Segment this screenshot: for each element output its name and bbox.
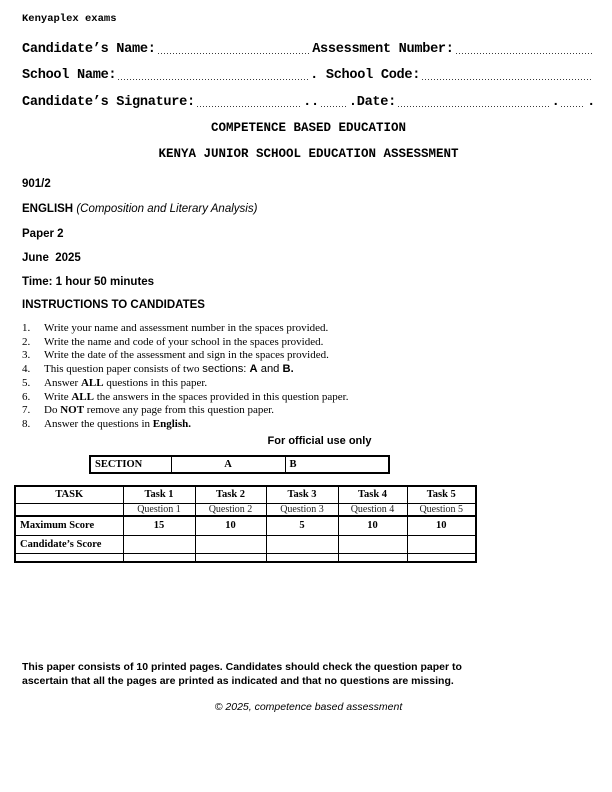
segment-plain: Write xyxy=(44,390,72,403)
instruction-text xyxy=(44,391,348,405)
instruction-number: 3. xyxy=(22,349,31,362)
school-name-label: School Name: xyxy=(22,68,117,83)
candidate-score-task-1 xyxy=(123,535,195,553)
task-4-header: Task 4 xyxy=(338,486,407,504)
task-header-row xyxy=(15,486,476,504)
question-3-header: Question 3 xyxy=(266,503,338,516)
blank-cell xyxy=(123,553,195,562)
candidate-name-line xyxy=(22,43,595,57)
spacer-cell xyxy=(15,503,123,516)
signature-blank xyxy=(197,98,301,110)
instruction-item-3 xyxy=(22,349,595,363)
instruction-item-4 xyxy=(22,363,595,377)
candidate-score-task-4 xyxy=(338,535,407,553)
segment-plain: the answers in the spaces provided in this question paper. xyxy=(93,390,349,403)
exam-body-title: KENYA JUNIOR SCHOOL EDUCATION ASSESSMENT xyxy=(158,147,459,161)
number-gap xyxy=(37,322,44,336)
section-a-cell: A xyxy=(171,456,285,473)
signature-label: Candidate’s Signature: xyxy=(22,95,195,110)
candidate-name-blank xyxy=(158,45,311,57)
number-gap xyxy=(37,377,44,391)
segment-bold: English. xyxy=(152,417,191,430)
section-header-cell: SECTION xyxy=(90,456,171,473)
instruction-number: 2. xyxy=(22,335,31,348)
section-row xyxy=(90,456,389,473)
task-corner-cell: TASK xyxy=(15,486,123,504)
segment-bold: NOT xyxy=(60,404,85,417)
segment-plain: Answer the questions in xyxy=(44,417,153,430)
assessment-number-blank xyxy=(456,45,593,57)
candidate-score-row xyxy=(15,535,476,553)
blank-cell xyxy=(266,553,338,562)
school-name-line xyxy=(22,69,595,83)
instruction-text: Write your name and assessment number in the spaces provided. xyxy=(44,322,329,334)
instruction-number: 6. xyxy=(22,390,31,403)
instruction-text xyxy=(44,418,191,432)
instructions-heading: INSTRUCTIONS TO CANDIDATES xyxy=(22,299,205,311)
separator-dot-2: . xyxy=(551,95,560,110)
exam-system-title: COMPETENCE BASED EDUCATION xyxy=(210,121,407,135)
date-label: .Date: xyxy=(348,95,397,110)
subject-name: ENGLISH xyxy=(22,203,74,215)
segment-plain: questions in this paper. xyxy=(103,376,208,389)
section-a-label: A xyxy=(249,363,258,376)
instruction-text xyxy=(44,363,294,377)
instruction-number: 7. xyxy=(22,404,31,417)
instruction-item-5 xyxy=(22,377,595,391)
number-gap xyxy=(37,363,44,377)
segment-plain: Do xyxy=(44,404,61,417)
signature-blank-2 xyxy=(321,98,347,110)
instruction-item-8 xyxy=(22,418,595,432)
instruction-item-1 xyxy=(22,322,595,336)
instruction-text xyxy=(44,404,274,418)
instruction-item-7 xyxy=(22,404,595,418)
blank-cell xyxy=(15,553,123,562)
notice-line-2: ascertain that all the pages are printed as indicated and that no questions are missing. xyxy=(22,674,454,687)
separator-dot: . xyxy=(310,68,326,83)
question-5-header: Question 5 xyxy=(407,503,476,516)
task-5-header: Task 5 xyxy=(407,486,476,504)
subject-line xyxy=(22,203,595,215)
exam-duration: Time: 1 hour 50 minutes xyxy=(22,276,155,288)
bottom-blank-row xyxy=(15,553,476,562)
section-b-cell: B xyxy=(285,456,389,473)
segment-sans: and xyxy=(257,363,283,376)
instruction-text: Write the name and code of your school in the spaces provided. xyxy=(44,335,324,348)
signature-date-line xyxy=(22,96,595,110)
max-score-task-2: 10 xyxy=(195,516,266,536)
school-name-blank xyxy=(118,71,308,83)
max-score-task-4: 10 xyxy=(338,516,407,536)
task-3-header: Task 3 xyxy=(266,486,338,504)
maximum-score-row xyxy=(15,516,476,536)
provider-header: Kenyaplex exams xyxy=(22,13,117,25)
blank-cell xyxy=(407,553,476,562)
blank-cell xyxy=(338,553,407,562)
instruction-number: 8. xyxy=(22,417,31,430)
school-code-blank xyxy=(422,71,593,83)
number-gap xyxy=(37,349,44,363)
date-blank-2 xyxy=(561,98,585,110)
task-2-header: Task 2 xyxy=(195,486,266,504)
candidate-score-label: Candidate’s Score xyxy=(15,535,123,553)
maximum-score-label: Maximum Score xyxy=(15,516,123,536)
separator-dot-3: . xyxy=(587,95,595,110)
subject-subtitle: (Composition and Literary Analysis) xyxy=(73,203,258,215)
candidate-score-task-5 xyxy=(407,535,476,553)
paper-code: 901/2 xyxy=(22,178,51,190)
instruction-text: Write the date of the assessment and sign in the spaces provided. xyxy=(44,349,329,362)
number-gap xyxy=(37,404,44,418)
assessment-number-label: Assessment Number: xyxy=(312,42,454,57)
blank-cell xyxy=(195,553,266,562)
segment-plain: remove any page from this question paper. xyxy=(84,404,275,417)
date-blank xyxy=(398,98,550,110)
segment-serif: This question paper consists of two xyxy=(44,363,203,376)
number-gap xyxy=(37,336,44,350)
question-1-header: Question 1 xyxy=(123,503,195,516)
section-b-label: B. xyxy=(282,363,294,376)
number-gap xyxy=(37,418,44,432)
official-use-heading: For official use only xyxy=(267,434,372,447)
candidate-score-task-2 xyxy=(195,535,266,553)
instruction-number: 1. xyxy=(22,322,31,334)
max-score-task-1: 15 xyxy=(123,516,195,536)
school-code-label: School Code: xyxy=(325,68,421,83)
task-1-header: Task 1 xyxy=(123,486,195,504)
exam-date: June 2025 xyxy=(22,252,81,264)
separator-dots: .. xyxy=(303,95,319,110)
copyright-line: © 2025, competence based assessment xyxy=(214,700,403,713)
instruction-number: 4. xyxy=(22,363,31,376)
score-grid-table xyxy=(14,485,477,563)
segment-sans: sections: xyxy=(202,363,250,376)
page-count-notice xyxy=(22,660,595,688)
segment-bold: ALL xyxy=(80,376,104,389)
instruction-item-6 xyxy=(22,391,595,405)
max-score-task-5: 10 xyxy=(407,516,476,536)
question-4-header: Question 4 xyxy=(338,503,407,516)
segment-plain: Answer xyxy=(44,376,81,389)
instructions-list xyxy=(22,322,595,432)
instruction-item-2 xyxy=(22,336,595,350)
instruction-text xyxy=(44,377,207,391)
question-2-header: Question 2 xyxy=(195,503,266,516)
section-summary-table xyxy=(89,455,390,474)
instruction-number: 5. xyxy=(22,376,31,389)
segment-bold: ALL xyxy=(71,390,94,403)
number-gap xyxy=(37,391,44,405)
notice-line-1: This paper consists of 10 printed pages. Candidates should check the question paper to xyxy=(22,660,462,673)
candidate-score-task-3 xyxy=(266,535,338,553)
max-score-task-3: 5 xyxy=(266,516,338,536)
candidate-name-label: Candidate’s Name: xyxy=(22,42,156,57)
paper-number: Paper 2 xyxy=(22,228,64,240)
